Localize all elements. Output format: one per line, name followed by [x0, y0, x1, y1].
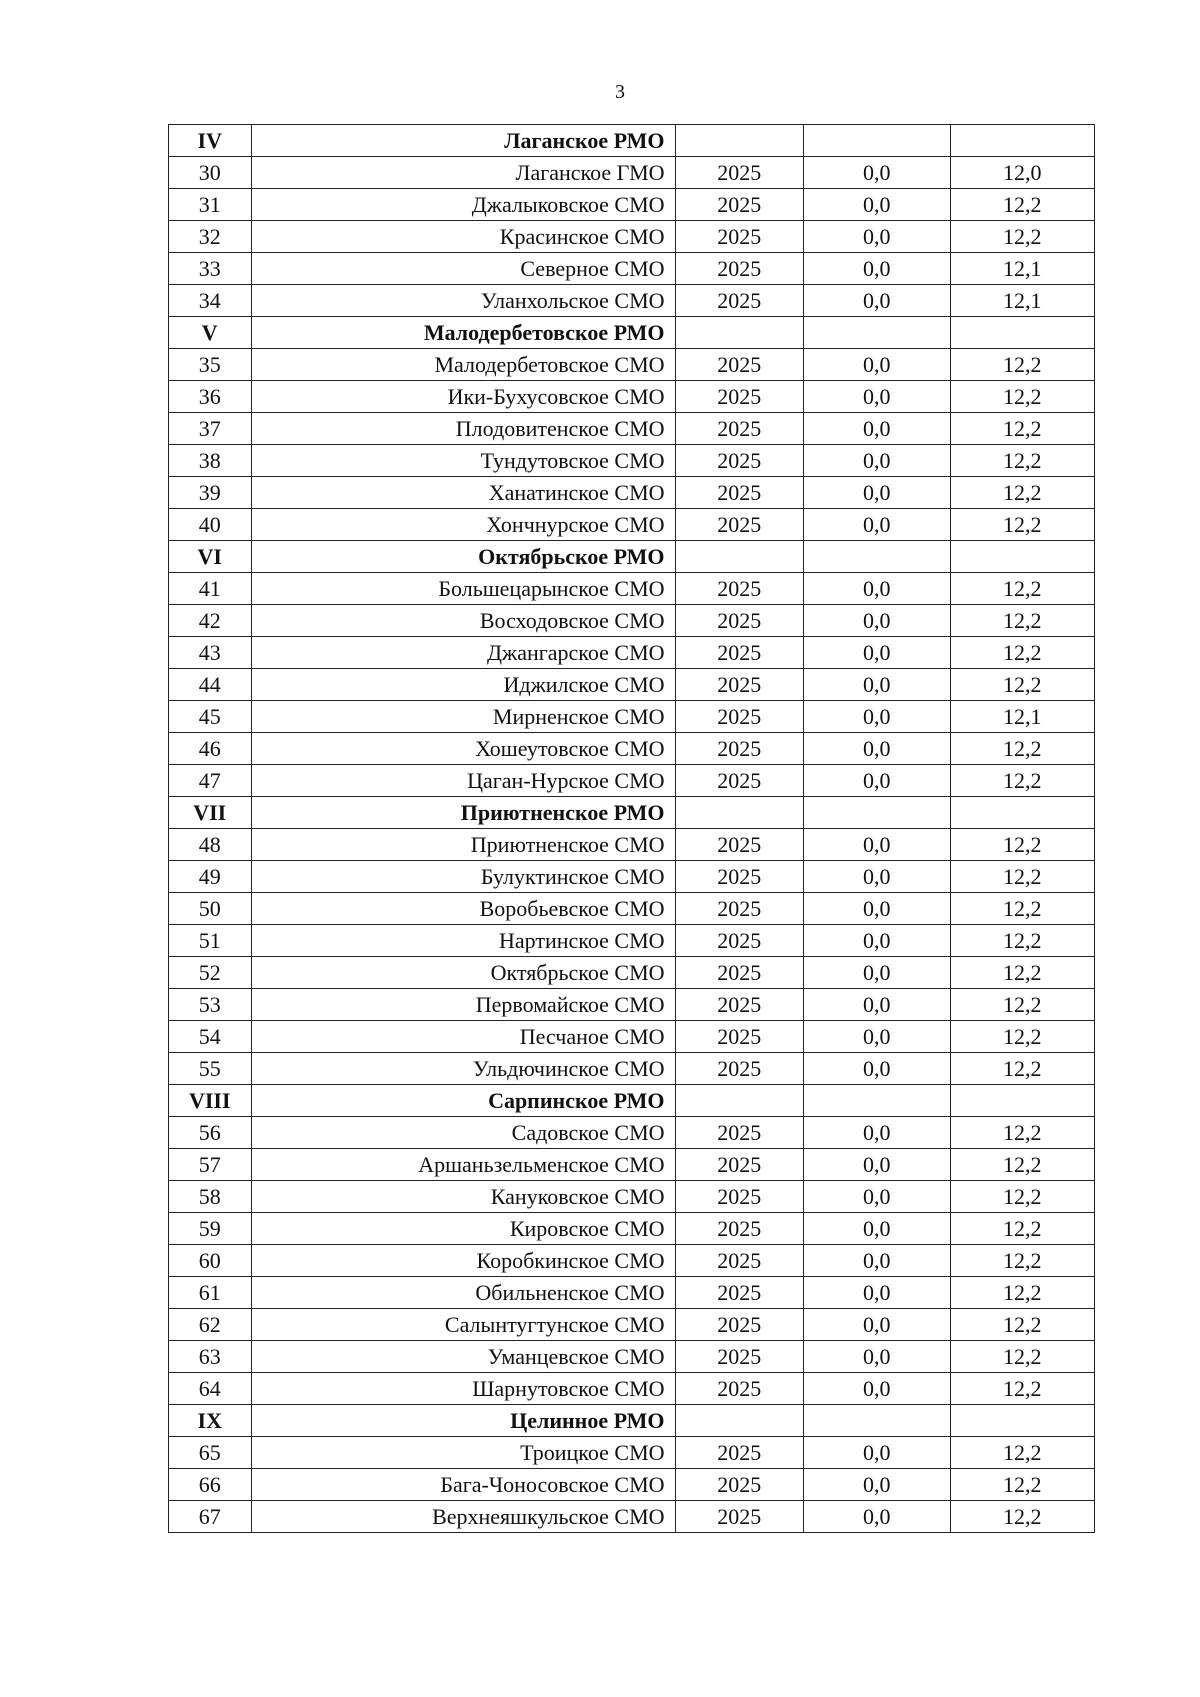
value-1-cell: 0,0 [803, 1053, 950, 1085]
value-1-cell: 0,0 [803, 861, 950, 893]
year-cell [675, 1405, 803, 1437]
row-number-cell: 66 [169, 1469, 252, 1501]
municipality-name-cell: Мирненское СМО [251, 701, 675, 733]
value-2-cell [950, 1405, 1094, 1437]
value-1-cell: 0,0 [803, 1149, 950, 1181]
year-cell: 2025 [675, 253, 803, 285]
municipality-name-cell: Шарнутовское СМО [251, 1373, 675, 1405]
table-row [169, 381, 1095, 413]
year-cell: 2025 [675, 1117, 803, 1149]
value-2-cell: 12,1 [950, 285, 1094, 317]
municipality-name-cell: Октябрьское СМО [251, 957, 675, 989]
table-row [169, 1501, 1095, 1533]
table-row [169, 1245, 1095, 1277]
page-number: 3 [615, 81, 625, 103]
value-2-cell: 12,2 [950, 765, 1094, 797]
row-number-cell: V [169, 317, 252, 349]
row-number-cell: 37 [169, 413, 252, 445]
row-number-cell: 34 [169, 285, 252, 317]
value-1-cell [803, 797, 950, 829]
municipality-name-cell: Хошеутовское СМО [251, 733, 675, 765]
year-cell: 2025 [675, 925, 803, 957]
year-cell: 2025 [675, 829, 803, 861]
value-1-cell [803, 317, 950, 349]
value-1-cell: 0,0 [803, 573, 950, 605]
table-row [169, 893, 1095, 925]
value-1-cell: 0,0 [803, 445, 950, 477]
table-row [169, 1213, 1095, 1245]
value-2-cell [950, 125, 1094, 157]
municipality-name-cell: Песчаное СМО [251, 1021, 675, 1053]
value-2-cell: 12,1 [950, 701, 1094, 733]
value-1-cell: 0,0 [803, 1277, 950, 1309]
table-row [169, 1117, 1095, 1149]
municipality-name-cell: Уманцевское СМО [251, 1341, 675, 1373]
value-1-cell: 0,0 [803, 893, 950, 925]
value-2-cell: 12,2 [950, 1437, 1094, 1469]
municipality-name-cell: Салынтугтунское СМО [251, 1309, 675, 1341]
municipalities-table [168, 124, 1095, 1533]
row-number-cell: 35 [169, 349, 252, 381]
year-cell: 2025 [675, 765, 803, 797]
municipality-name-cell: Коробкинское СМО [251, 1245, 675, 1277]
row-number-cell: 64 [169, 1373, 252, 1405]
value-2-cell: 12,2 [950, 189, 1094, 221]
row-number-cell: 39 [169, 477, 252, 509]
table-row [169, 861, 1095, 893]
municipality-name-cell: Красинское СМО [251, 221, 675, 253]
table-row [169, 669, 1095, 701]
row-number-cell: 51 [169, 925, 252, 957]
value-2-cell: 12,2 [950, 605, 1094, 637]
year-cell: 2025 [675, 637, 803, 669]
municipality-name-cell: Лаганское ГМО [251, 157, 675, 189]
year-cell: 2025 [675, 285, 803, 317]
year-cell: 2025 [675, 1053, 803, 1085]
value-1-cell: 0,0 [803, 925, 950, 957]
year-cell: 2025 [675, 445, 803, 477]
row-number-cell: 36 [169, 381, 252, 413]
table-row [169, 221, 1095, 253]
value-2-cell: 12,2 [950, 669, 1094, 701]
municipality-name-cell: Хончнурское СМО [251, 509, 675, 541]
year-cell: 2025 [675, 1213, 803, 1245]
value-2-cell: 12,2 [950, 637, 1094, 669]
municipality-name-cell: Ханатинское СМО [251, 477, 675, 509]
section-header-row [169, 1405, 1095, 1437]
value-2-cell: 12,2 [950, 1149, 1094, 1181]
row-number-cell: 50 [169, 893, 252, 925]
municipality-name-cell: Бага-Чоносовское СМО [251, 1469, 675, 1501]
table-row [169, 1341, 1095, 1373]
municipality-name-cell: Булуктинское СМО [251, 861, 675, 893]
year-cell: 2025 [675, 1469, 803, 1501]
year-cell: 2025 [675, 1149, 803, 1181]
value-1-cell: 0,0 [803, 1181, 950, 1213]
section-header-row [169, 797, 1095, 829]
value-1-cell: 0,0 [803, 1437, 950, 1469]
value-1-cell [803, 125, 950, 157]
municipality-name-cell: Приютненское СМО [251, 829, 675, 861]
year-cell: 2025 [675, 1245, 803, 1277]
municipality-name-cell: Воробьевское СМО [251, 893, 675, 925]
value-2-cell: 12,2 [950, 1053, 1094, 1085]
year-cell: 2025 [675, 221, 803, 253]
table-row [169, 1373, 1095, 1405]
row-number-cell: 41 [169, 573, 252, 605]
value-1-cell: 0,0 [803, 157, 950, 189]
value-2-cell: 12,2 [950, 477, 1094, 509]
row-number-cell: 31 [169, 189, 252, 221]
year-cell: 2025 [675, 1277, 803, 1309]
value-2-cell: 12,2 [950, 989, 1094, 1021]
row-number-cell: VIII [169, 1085, 252, 1117]
municipality-name-cell: Лаганское РМО [251, 125, 675, 157]
year-cell [675, 1085, 803, 1117]
table-row [169, 1469, 1095, 1501]
row-number-cell: 56 [169, 1117, 252, 1149]
value-1-cell [803, 1405, 950, 1437]
municipality-name-cell: Большецарынское СМО [251, 573, 675, 605]
municipality-name-cell: Аршаньзельменское СМО [251, 1149, 675, 1181]
table-row [169, 701, 1095, 733]
value-1-cell: 0,0 [803, 829, 950, 861]
value-1-cell: 0,0 [803, 253, 950, 285]
value-2-cell [950, 541, 1094, 573]
municipality-name-cell: Октябрьское РМО [251, 541, 675, 573]
value-1-cell: 0,0 [803, 605, 950, 637]
value-2-cell: 12,2 [950, 1469, 1094, 1501]
municipality-name-cell: Сарпинское РМО [251, 1085, 675, 1117]
value-2-cell [950, 317, 1094, 349]
year-cell: 2025 [675, 381, 803, 413]
table-row [169, 157, 1095, 189]
table-row [169, 1021, 1095, 1053]
row-number-cell: 30 [169, 157, 252, 189]
section-header-row [169, 317, 1095, 349]
value-1-cell: 0,0 [803, 285, 950, 317]
value-2-cell [950, 1085, 1094, 1117]
municipality-name-cell: Плодовитенское СМО [251, 413, 675, 445]
row-number-cell: 61 [169, 1277, 252, 1309]
municipality-name-cell: Цаган-Нурское СМО [251, 765, 675, 797]
value-1-cell: 0,0 [803, 701, 950, 733]
value-1-cell: 0,0 [803, 189, 950, 221]
value-1-cell: 0,0 [803, 989, 950, 1021]
value-2-cell: 12,2 [950, 221, 1094, 253]
row-number-cell: 49 [169, 861, 252, 893]
value-2-cell: 12,2 [950, 829, 1094, 861]
year-cell: 2025 [675, 1021, 803, 1053]
value-2-cell: 12,2 [950, 445, 1094, 477]
table-row [169, 1181, 1095, 1213]
row-number-cell: 63 [169, 1341, 252, 1373]
row-number-cell: 55 [169, 1053, 252, 1085]
year-cell: 2025 [675, 1181, 803, 1213]
value-2-cell: 12,2 [950, 893, 1094, 925]
value-2-cell: 12,2 [950, 1341, 1094, 1373]
table-row [169, 1437, 1095, 1469]
row-number-cell: 48 [169, 829, 252, 861]
municipality-name-cell: Уланхольское СМО [251, 285, 675, 317]
row-number-cell: IV [169, 125, 252, 157]
value-1-cell [803, 1085, 950, 1117]
section-header-row [169, 1085, 1095, 1117]
table-row [169, 989, 1095, 1021]
year-cell: 2025 [675, 1501, 803, 1533]
municipality-name-cell: Кануковское СМО [251, 1181, 675, 1213]
value-2-cell: 12,2 [950, 381, 1094, 413]
row-number-cell: 44 [169, 669, 252, 701]
table-row [169, 509, 1095, 541]
value-2-cell: 12,2 [950, 1181, 1094, 1213]
table-row [169, 733, 1095, 765]
table-row [169, 1277, 1095, 1309]
row-number-cell: 58 [169, 1181, 252, 1213]
table-row [169, 957, 1095, 989]
municipality-name-cell: Малодербетовское СМО [251, 349, 675, 381]
year-cell: 2025 [675, 989, 803, 1021]
value-1-cell: 0,0 [803, 669, 950, 701]
value-1-cell: 0,0 [803, 1501, 950, 1533]
municipality-name-cell: Восходовское СМО [251, 605, 675, 637]
table-row [169, 477, 1095, 509]
table-row [169, 413, 1095, 445]
value-1-cell: 0,0 [803, 413, 950, 445]
year-cell: 2025 [675, 477, 803, 509]
year-cell: 2025 [675, 1341, 803, 1373]
row-number-cell: 62 [169, 1309, 252, 1341]
value-1-cell: 0,0 [803, 637, 950, 669]
municipality-name-cell: Целинное РМО [251, 1405, 675, 1437]
year-cell: 2025 [675, 349, 803, 381]
municipality-name-cell: Кировское СМО [251, 1213, 675, 1245]
value-2-cell: 12,0 [950, 157, 1094, 189]
section-header-row [169, 125, 1095, 157]
row-number-cell: 65 [169, 1437, 252, 1469]
year-cell: 2025 [675, 157, 803, 189]
row-number-cell: 32 [169, 221, 252, 253]
year-cell: 2025 [675, 573, 803, 605]
table-body [169, 125, 1095, 1533]
municipality-name-cell: Северное СМО [251, 253, 675, 285]
municipality-name-cell: Нартинское СМО [251, 925, 675, 957]
year-cell: 2025 [675, 701, 803, 733]
year-cell: 2025 [675, 1373, 803, 1405]
municipality-name-cell: Иджилское СМО [251, 669, 675, 701]
value-2-cell: 12,2 [950, 1117, 1094, 1149]
row-number-cell: 53 [169, 989, 252, 1021]
year-cell: 2025 [675, 733, 803, 765]
row-number-cell: 59 [169, 1213, 252, 1245]
value-2-cell: 12,2 [950, 573, 1094, 605]
table-row [169, 1149, 1095, 1181]
value-1-cell: 0,0 [803, 1373, 950, 1405]
year-cell: 2025 [675, 189, 803, 221]
table-row [169, 925, 1095, 957]
row-number-cell: 54 [169, 1021, 252, 1053]
value-2-cell: 12,2 [950, 1309, 1094, 1341]
table-row [169, 285, 1095, 317]
table-row [169, 637, 1095, 669]
value-2-cell [950, 797, 1094, 829]
municipality-name-cell: Малодербетовское РМО [251, 317, 675, 349]
value-2-cell: 12,1 [950, 253, 1094, 285]
value-1-cell: 0,0 [803, 1245, 950, 1277]
table-row [169, 1053, 1095, 1085]
table-row [169, 829, 1095, 861]
municipality-name-cell: Джангарское СМО [251, 637, 675, 669]
value-1-cell: 0,0 [803, 1117, 950, 1149]
value-1-cell: 0,0 [803, 1469, 950, 1501]
value-2-cell: 12,2 [950, 413, 1094, 445]
municipality-name-cell: Джалыковское СМО [251, 189, 675, 221]
municipality-name-cell: Первомайское СМО [251, 989, 675, 1021]
year-cell: 2025 [675, 861, 803, 893]
value-1-cell: 0,0 [803, 381, 950, 413]
year-cell: 2025 [675, 413, 803, 445]
value-2-cell: 12,2 [950, 1373, 1094, 1405]
year-cell: 2025 [675, 669, 803, 701]
year-cell [675, 541, 803, 573]
value-1-cell [803, 541, 950, 573]
value-2-cell: 12,2 [950, 1277, 1094, 1309]
value-1-cell: 0,0 [803, 1213, 950, 1245]
row-number-cell: 38 [169, 445, 252, 477]
value-2-cell: 12,2 [950, 957, 1094, 989]
value-1-cell: 0,0 [803, 349, 950, 381]
year-cell: 2025 [675, 509, 803, 541]
row-number-cell: 57 [169, 1149, 252, 1181]
value-2-cell: 12,2 [950, 861, 1094, 893]
value-1-cell: 0,0 [803, 1021, 950, 1053]
value-1-cell: 0,0 [803, 1309, 950, 1341]
year-cell: 2025 [675, 605, 803, 637]
table-row [169, 253, 1095, 285]
row-number-cell: VII [169, 797, 252, 829]
row-number-cell: 45 [169, 701, 252, 733]
year-cell: 2025 [675, 1309, 803, 1341]
table-row [169, 349, 1095, 381]
value-1-cell: 0,0 [803, 1341, 950, 1373]
row-number-cell: 67 [169, 1501, 252, 1533]
row-number-cell: IX [169, 1405, 252, 1437]
row-number-cell: 33 [169, 253, 252, 285]
value-1-cell: 0,0 [803, 221, 950, 253]
value-1-cell: 0,0 [803, 509, 950, 541]
municipality-name-cell: Садовское СМО [251, 1117, 675, 1149]
row-number-cell: 52 [169, 957, 252, 989]
year-cell [675, 797, 803, 829]
value-1-cell: 0,0 [803, 733, 950, 765]
table-row [169, 573, 1095, 605]
section-header-row [169, 541, 1095, 573]
row-number-cell: 42 [169, 605, 252, 637]
year-cell [675, 317, 803, 349]
municipality-name-cell: Обильненское СМО [251, 1277, 675, 1309]
value-2-cell: 12,2 [950, 1245, 1094, 1277]
value-2-cell: 12,2 [950, 1021, 1094, 1053]
value-1-cell: 0,0 [803, 477, 950, 509]
value-2-cell: 12,2 [950, 733, 1094, 765]
value-1-cell: 0,0 [803, 765, 950, 797]
municipality-name-cell: Верхнеяшкульское СМО [251, 1501, 675, 1533]
table-row [169, 445, 1095, 477]
table-row [169, 1309, 1095, 1341]
row-number-cell: 60 [169, 1245, 252, 1277]
value-2-cell: 12,2 [950, 1501, 1094, 1533]
row-number-cell: 43 [169, 637, 252, 669]
municipality-name-cell: Ики-Бухусовское СМО [251, 381, 675, 413]
value-2-cell: 12,2 [950, 509, 1094, 541]
year-cell [675, 125, 803, 157]
table-row [169, 765, 1095, 797]
year-cell: 2025 [675, 893, 803, 925]
value-2-cell: 12,2 [950, 925, 1094, 957]
row-number-cell: 46 [169, 733, 252, 765]
year-cell: 2025 [675, 957, 803, 989]
value-1-cell: 0,0 [803, 957, 950, 989]
row-number-cell: 40 [169, 509, 252, 541]
year-cell: 2025 [675, 1437, 803, 1469]
municipality-name-cell: Тундутовское СМО [251, 445, 675, 477]
row-number-cell: VI [169, 541, 252, 573]
value-2-cell: 12,2 [950, 1213, 1094, 1245]
municipality-name-cell: Приютненское РМО [251, 797, 675, 829]
table-row [169, 189, 1095, 221]
municipality-name-cell: Троицкое СМО [251, 1437, 675, 1469]
row-number-cell: 47 [169, 765, 252, 797]
municipality-name-cell: Ульдючинское СМО [251, 1053, 675, 1085]
table-row [169, 605, 1095, 637]
value-2-cell: 12,2 [950, 349, 1094, 381]
